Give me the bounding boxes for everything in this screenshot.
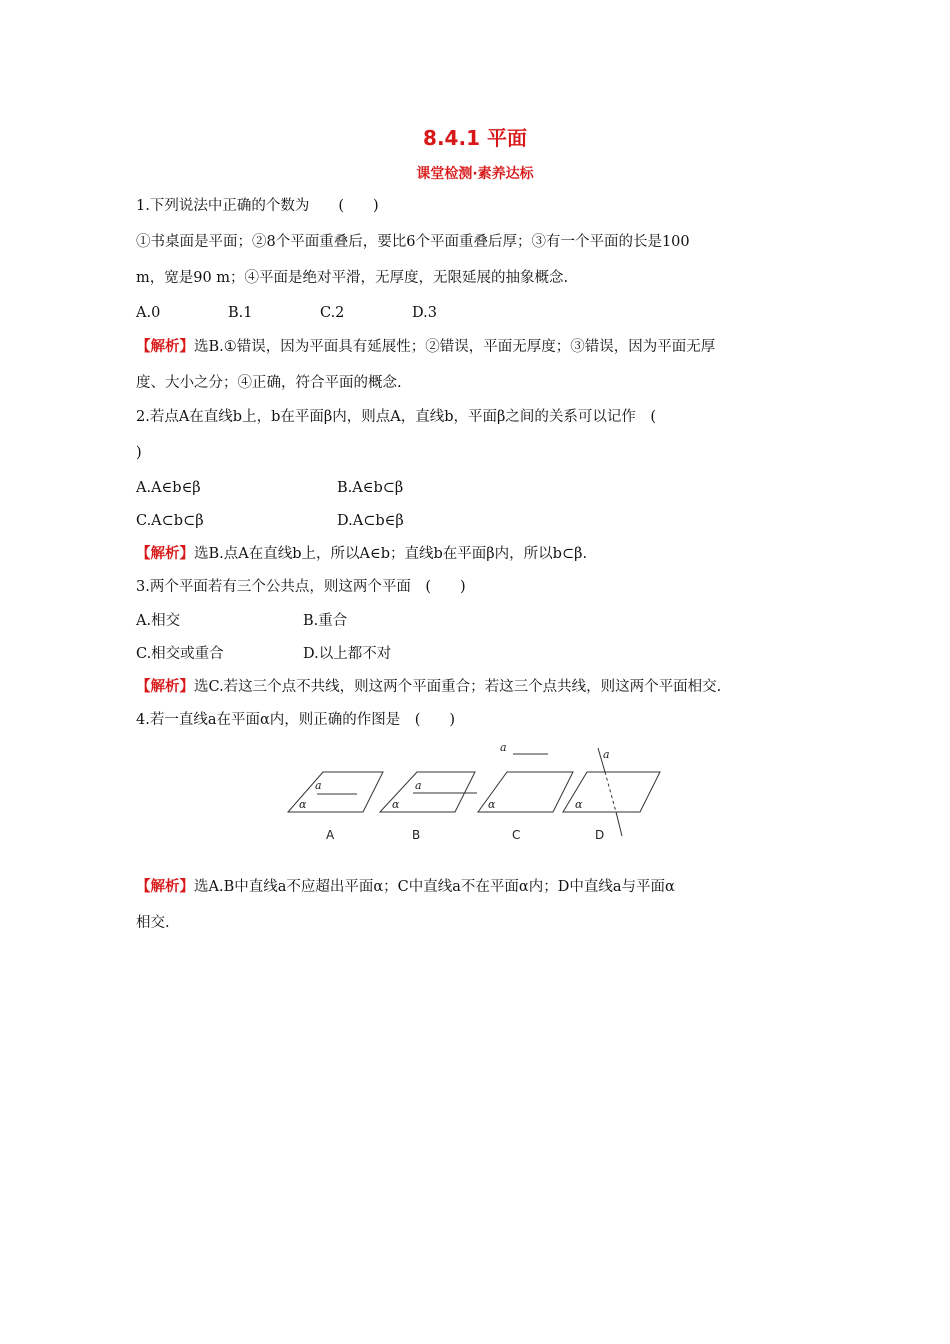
fig-a-plane-label: α (299, 798, 307, 811)
q3-analysis-text: 选C.若这三个点不共线，则这两个平面重合；若这三个点共线，则这两个平面相交. (194, 679, 722, 695)
q2-option-c: C.A⊂b⊂β (136, 513, 204, 529)
fig-label-d: D (595, 828, 605, 842)
q1-option-c: C.2 (320, 305, 345, 321)
figure-svg (285, 738, 665, 846)
analysis-tag: 【解析】 (136, 879, 194, 895)
q1-option-a: A.0 (136, 305, 161, 321)
q2-analysis-text: 选B.点A在直线b上，所以A∈b；直线b在平面β内，所以b⊂β. (194, 546, 588, 562)
fig-d-line-label: a (603, 748, 610, 761)
analysis-tag: 【解析】 (136, 546, 194, 562)
q2-option-b: B.A∈b⊂β (337, 480, 404, 496)
analysis-tag: 【解析】 (136, 679, 194, 695)
q2-analysis-line (136, 544, 587, 564)
q1-analysis-line-2: 度、大小之分；④正确，符合平面的概念. (136, 375, 402, 391)
q2-option-d: D.A⊂b∈β (337, 513, 404, 529)
q3-option-a: A.相交 (136, 613, 181, 629)
q3-option-c: C.相交或重合 (136, 646, 224, 662)
q1-analysis-text: 选B.①错误，因为平面具有延展性；②错误，平面无厚度；③错误，因为平面无厚 (194, 339, 716, 355)
q3-option-b: B.重合 (303, 613, 348, 629)
fig-a-line-label: a (315, 779, 322, 792)
line-d-lower (616, 812, 622, 836)
page-subtitle: 课堂检测·素养达标 (416, 166, 534, 182)
line-d-hidden (605, 772, 616, 812)
q1-analysis-line-1 (136, 337, 715, 357)
plane-line-figure (285, 738, 665, 846)
q3-analysis-line (136, 677, 721, 697)
q4-stem: 4.若一直线a在平面α内，则正确的作图是 ( ) (136, 712, 456, 728)
q2-stem-line-1: 2.若点A在直线b上，b在平面β内，则点A，直线b，平面β之间的关系可以记作 ( (136, 409, 657, 425)
fig-label-a: A (326, 828, 335, 842)
q1-option-d: D.3 (412, 305, 437, 321)
q4-analysis-line-1 (136, 877, 675, 897)
fig-b-plane-label: α (392, 798, 400, 811)
fig-label-c: C (512, 828, 521, 842)
q1-body-line-1: ①书桌面是平面；②8个平面重叠后，要比6个平面重叠后厚；③有一个平面的长是100 (136, 234, 690, 250)
fig-c-plane-label: α (488, 798, 496, 811)
q3-stem: 3.两个平面若有三个公共点，则这两个平面 ( ) (136, 579, 466, 595)
q1-stem: 1.下列说法中正确的个数为 ( ) (136, 198, 379, 214)
q2-option-a: A.A∈b∈β (136, 480, 201, 496)
page-title: 8.4.1 平面 (423, 126, 527, 150)
fig-b-line-label: a (415, 779, 422, 792)
q3-option-d: D.以上都不对 (303, 646, 392, 662)
analysis-tag: 【解析】 (136, 339, 194, 355)
q1-option-b: B.1 (228, 305, 253, 321)
q1-body-line-2: m，宽是90 m；④平面是绝对平滑，无厚度，无限延展的抽象概念. (136, 270, 569, 286)
fig-label-b: B (412, 828, 421, 842)
q4-analysis-line-2: 相交. (136, 915, 170, 931)
q2-stem-line-2: ) (136, 445, 142, 461)
fig-c-line-label: a (500, 741, 507, 754)
q4-analysis-text: 选A.B中直线a不应超出平面α；C中直线a不在平面α内；D中直线a与平面α (194, 879, 675, 895)
fig-d-plane-label: α (575, 798, 583, 811)
